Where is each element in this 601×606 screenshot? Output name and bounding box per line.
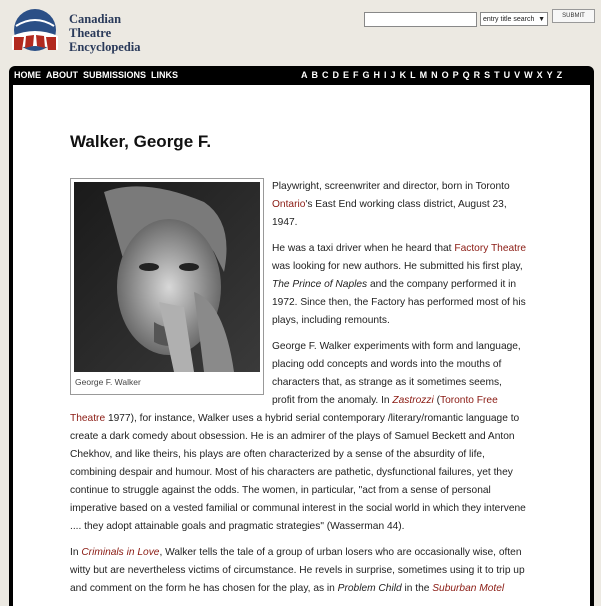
nav-home[interactable]: HOME bbox=[14, 70, 41, 80]
text-span: He was a taxi driver when he heard that bbox=[272, 243, 455, 254]
search-select-value: entry title search bbox=[483, 16, 535, 23]
page-title: Walker, George F. bbox=[70, 132, 212, 151]
letter-link-b[interactable]: B bbox=[311, 70, 318, 80]
letter-link-h[interactable]: H bbox=[373, 70, 381, 80]
link-criminals-in-love[interactable]: Criminals in Love bbox=[81, 547, 160, 558]
photo-spacer bbox=[70, 178, 272, 408]
letter-link-m[interactable]: M bbox=[419, 70, 428, 80]
nav-links[interactable]: LINKS bbox=[151, 70, 179, 80]
letter-link-y[interactable]: Y bbox=[546, 70, 553, 80]
photo-caption: George F. Walker bbox=[75, 377, 141, 387]
letter-link-g[interactable]: G bbox=[362, 70, 370, 80]
site-name[interactable] bbox=[69, 12, 141, 54]
article-body bbox=[70, 178, 527, 606]
text-span: and the company performed it in 1972. Since then, the Factory has performed most of his plays, including remounts. bbox=[272, 279, 526, 326]
alphabet-index bbox=[301, 70, 562, 80]
paragraph bbox=[70, 544, 527, 598]
letter-link-a[interactable]: A bbox=[301, 70, 308, 80]
logo-line: Theatre bbox=[69, 26, 112, 40]
link-ontario[interactable]: Ontario bbox=[272, 199, 306, 210]
letter-link-x[interactable]: X bbox=[536, 70, 543, 80]
link-zastrozzi[interactable]: Zastrozzi bbox=[392, 395, 434, 406]
letter-link-v[interactable]: V bbox=[514, 70, 521, 80]
nav-about[interactable]: ABOUT bbox=[46, 70, 78, 80]
text-span: George F. Walker experiments with form and language, placing odd concepts and words into the mouths of characters that, as strange as it sometimes seems, profit from the anomaly. In bbox=[272, 341, 521, 406]
text-span: ( bbox=[433, 395, 440, 406]
letter-link-e[interactable]: E bbox=[343, 70, 350, 80]
text-span: was looking for new authors. He submitted his first play, bbox=[272, 261, 523, 272]
letter-link-c[interactable]: C bbox=[322, 70, 329, 80]
nav-menu bbox=[14, 70, 178, 80]
letter-link-r[interactable]: R bbox=[473, 70, 481, 80]
logo-line: Canadian bbox=[69, 12, 122, 26]
letter-link-k[interactable]: K bbox=[399, 70, 407, 80]
main-nav bbox=[9, 66, 594, 85]
cte-logo-icon[interactable] bbox=[8, 6, 62, 56]
letter-link-j[interactable]: J bbox=[390, 70, 396, 80]
text-span: The Prince of Naples bbox=[272, 279, 368, 290]
submit-button[interactable]: SUBMIT bbox=[552, 9, 595, 23]
text-span: Playwright, screenwriter and director, born in Toronto bbox=[272, 181, 510, 192]
letter-link-t[interactable]: T bbox=[494, 70, 500, 80]
letter-link-n[interactable]: N bbox=[431, 70, 438, 80]
link-toronto-free-theatre[interactable]: Toronto Free Theatre bbox=[70, 395, 498, 424]
letter-link-u[interactable]: U bbox=[503, 70, 511, 80]
search-type-select[interactable] bbox=[480, 12, 548, 26]
logo-line: Encyclopedia bbox=[69, 40, 141, 54]
letter-link-z[interactable]: Z bbox=[556, 70, 563, 80]
link-factory-theatre[interactable]: Factory Theatre bbox=[454, 243, 527, 254]
text-span: , Walker tells the tale of a group of urban losers who are occasionally wise, often witty but are nevertheless victims of circumstance. He revels in surprise, sometimes using it to trip up and comment on the form he has chosen for the play, as in bbox=[70, 547, 525, 594]
text-span: Problem Child bbox=[337, 583, 402, 594]
text-span: in the bbox=[401, 583, 433, 594]
letter-link-i[interactable]: I bbox=[384, 70, 387, 80]
text-span: 1977), for instance, Walker uses a hybrid serial contemporary /literary/romantic language to create a dark comedy about obsession. He is an admirer of the plays of Samuel Beckett and Anton Chekhov, and like theirs, his plays are often characterized by a sense of the absurdity of life, combining despair and humour. Most of his characters are pathetic, dysfunctional failures, yet they continue to struggle against the odds. The women, in particular, "act from a sense of personal imperative based on a vested familial or communal interest in the social world in which they intervene .... they adopt attainable goals and pragmatic strategies" (Wasserman 44). bbox=[70, 413, 526, 532]
letter-link-q[interactable]: Q bbox=[462, 70, 470, 80]
letter-link-f[interactable]: F bbox=[353, 70, 359, 80]
letter-link-l[interactable]: L bbox=[410, 70, 416, 80]
letter-link-o[interactable]: O bbox=[441, 70, 449, 80]
letter-link-d[interactable]: D bbox=[332, 70, 339, 80]
letter-link-p[interactable]: P bbox=[452, 70, 459, 80]
text-span: 's East End working class district, August 23, 1947. bbox=[272, 199, 507, 228]
letter-link-s[interactable]: S bbox=[484, 70, 491, 80]
nav-submissions[interactable]: SUBMISSIONS bbox=[83, 70, 147, 80]
link-suburban-motel[interactable]: Suburban Motel bbox=[432, 583, 505, 594]
article-content bbox=[13, 85, 590, 606]
page-frame bbox=[9, 66, 594, 606]
site-header bbox=[0, 0, 601, 66]
letter-link-w[interactable]: W bbox=[524, 70, 533, 80]
text-span: In bbox=[70, 547, 82, 558]
chevron-down-icon: ▼ bbox=[538, 16, 545, 23]
search-input[interactable] bbox=[364, 12, 477, 27]
